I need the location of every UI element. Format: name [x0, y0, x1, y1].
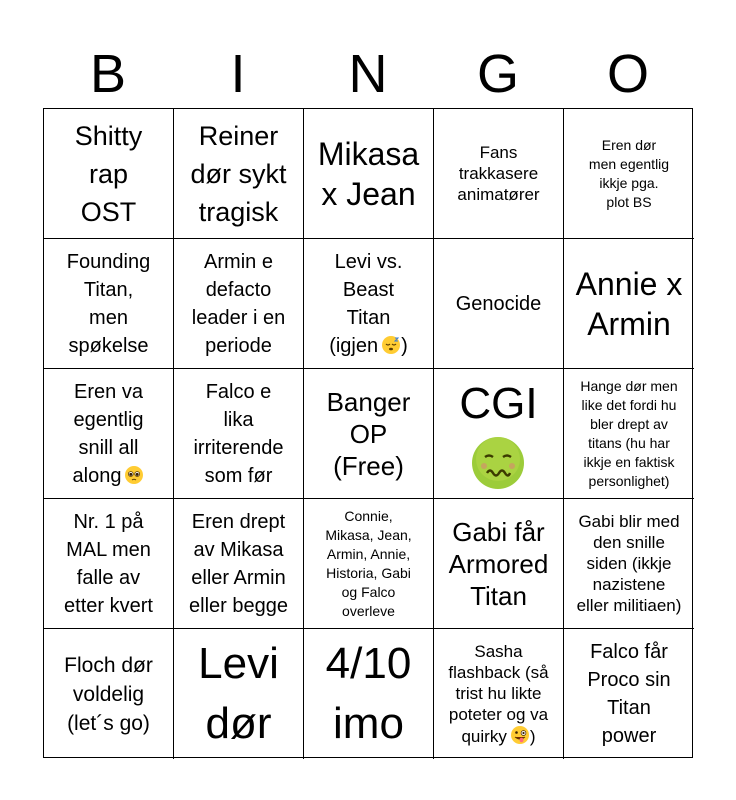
bingo-cell[interactable] — [434, 499, 564, 629]
cell-content — [67, 248, 150, 360]
cell-text: Eren va egentlig snill all along — [72, 380, 144, 487]
cell-text: Fans trakkasere animatører — [457, 143, 540, 204]
cell-content — [457, 142, 539, 205]
cell-content — [576, 264, 683, 344]
cell-text: Nr. 1 på MAL men falle av etter kvert — [64, 510, 153, 617]
bingo-cell[interactable] — [174, 109, 304, 239]
cell-text: Annie x Armin — [575, 265, 683, 342]
bingo-cell[interactable] — [174, 239, 304, 369]
cell-content — [459, 377, 537, 491]
bingo-cell[interactable] — [174, 629, 304, 759]
cell-text-tail: ) — [529, 727, 536, 746]
bingo-cell[interactable] — [564, 239, 694, 369]
cell-text: Eren dør men egentlig ikkje pga. plot BS — [588, 136, 670, 210]
bingo-cell[interactable] — [564, 109, 694, 239]
header-letter-i: I — [230, 44, 246, 104]
bingo-cell[interactable] — [304, 629, 434, 759]
cell-text: Reiner dør sykt tragisk — [190, 120, 287, 227]
cell-text: Gabi blir med den snille siden (ikkje nazistene eller militiaen) — [576, 512, 682, 615]
cell-content — [448, 641, 548, 747]
header-letter-n: N — [348, 44, 388, 104]
cell-text: Hange dør men like det fordi hu bler drept av titans (hu har ikkje en faktisk personlighet) — [580, 377, 678, 489]
header-letter-b: B — [89, 44, 127, 104]
bingo-cell[interactable] — [44, 239, 174, 369]
cell-content — [456, 290, 542, 318]
bingo-cell[interactable] — [434, 629, 564, 759]
cell-content — [325, 507, 411, 621]
cell-text: Falco får Proco sin Titan power — [587, 641, 671, 747]
cell-content — [449, 516, 549, 612]
bingo-cell[interactable] — [44, 499, 174, 629]
cell-text: Founding Titan, men spøkelse — [66, 250, 151, 357]
cell-content — [64, 651, 153, 738]
bingo-cell[interactable] — [434, 239, 564, 369]
cell-text: Mikasa x Jean — [317, 135, 420, 212]
cell-text: Banger OP (Free) — [326, 386, 411, 481]
cell-content — [198, 634, 279, 754]
nauseated-face-emoji — [470, 435, 526, 491]
bingo-header — [43, 40, 693, 108]
bingo-cell[interactable] — [304, 499, 434, 629]
cell-text: 4/10 imo — [325, 639, 412, 748]
cell-content — [326, 634, 412, 754]
bingo-cell[interactable] — [44, 109, 174, 239]
bingo-cell[interactable] — [304, 109, 434, 239]
cell-content — [189, 508, 288, 620]
cell-text: Eren drept av Mikasa eller Armin eller begge — [189, 510, 288, 617]
cell-content — [589, 136, 669, 212]
bingo-cell[interactable] — [564, 499, 694, 629]
cell-content — [73, 378, 145, 490]
cell-content — [329, 248, 408, 360]
zany-face-emoji — [510, 725, 530, 745]
bingo-cell[interactable] — [44, 369, 174, 499]
cell-content — [75, 117, 143, 231]
bingo-cell[interactable] — [304, 369, 434, 499]
cell-content — [190, 117, 286, 231]
cell-content — [587, 638, 670, 750]
cell-content — [192, 248, 285, 360]
cell-content — [193, 378, 283, 490]
cell-text: Connie, Mikasa, Jean, Armin, Annie, Historia, Gabi og Falco overleve — [325, 507, 412, 619]
bingo-cell[interactable] — [44, 629, 174, 759]
cell-text: Levi vs. Beast Titan (igjen — [329, 250, 403, 357]
cell-text: Shitty rap OST — [74, 120, 143, 227]
cell-content — [577, 511, 682, 616]
bingo-cell[interactable] — [174, 499, 304, 629]
header-letter-g: G — [476, 44, 519, 104]
bingo-cell[interactable] — [174, 369, 304, 499]
cell-content — [327, 386, 411, 482]
cell-text: Gabi får Armored Titan — [448, 516, 549, 611]
cell-text: Levi dør — [198, 639, 279, 748]
pleading-face-emoji — [124, 465, 144, 485]
cell-content — [580, 377, 677, 491]
cell-text: Genocide — [455, 292, 542, 315]
bingo-cell[interactable] — [564, 629, 694, 759]
cell-text: Floch dør voldelig (let´s go) — [64, 653, 153, 735]
header-letter-o: O — [606, 44, 649, 104]
cell-text: Falco e lika irriterende som før — [193, 380, 284, 487]
cell-text: Sasha flashback (så trist hu likte poteter og va quirky — [448, 642, 549, 746]
cell-text: Armin e defacto leader i en periode — [191, 250, 286, 357]
cell-text-tail: ) — [401, 334, 408, 357]
cell-text: CGI — [459, 378, 538, 428]
bingo-cell[interactable] — [434, 109, 564, 239]
bingo-cell[interactable] — [434, 369, 564, 499]
bingo-grid — [43, 108, 693, 758]
cell-content — [318, 134, 419, 214]
cell-content — [64, 508, 153, 620]
bingo-cell[interactable] — [564, 369, 694, 499]
sleepy-face-emoji — [381, 335, 401, 355]
bingo-cell[interactable] — [304, 239, 434, 369]
